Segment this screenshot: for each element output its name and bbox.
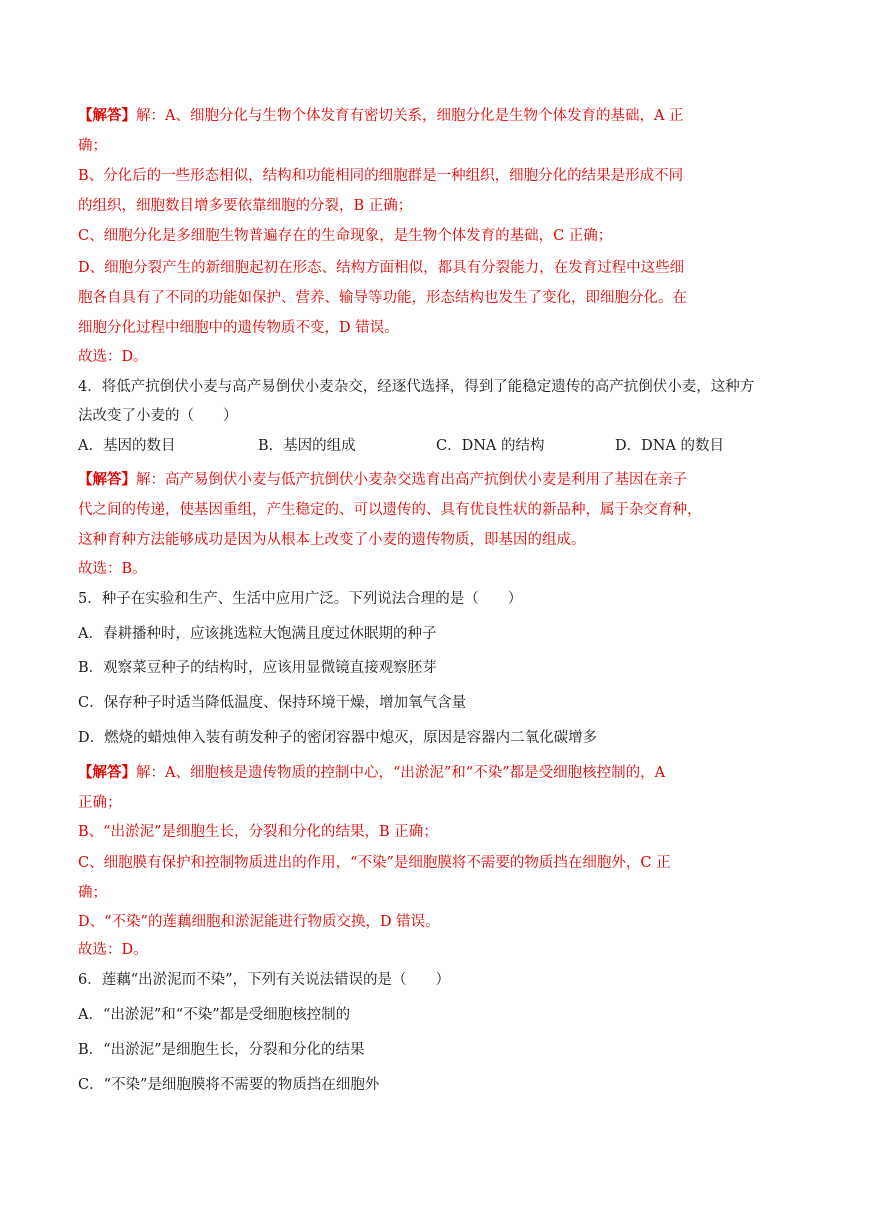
question-5-option-d: D．燃烧的蜡烛伸入装有萌发种子的密闭容器中熄灭，原因是容器内二氧化碳增多 (78, 730, 598, 746)
question-6-option-b: B．“出淤泥”是细胞生长，分裂和分化的结果 (78, 1042, 365, 1058)
option-b: B．基因的组成 (258, 438, 356, 454)
answer-4-line: 代之间的传递，使基因重组，产生稳定的、可以遗传的、具有优良性状的新品种，属于杂交育种， (78, 502, 702, 518)
answer-5-choice: 故选：D。 (78, 942, 148, 958)
answer-3-line: 确； (78, 138, 107, 154)
answer-3-line: 胞各自具有了不同的功能如保护、营养、输导等功能，形态结构也发生了变化，即细胞分化。在 (78, 290, 687, 306)
answer-5-line: 正确； (78, 795, 122, 811)
answer-3-line (78, 106, 684, 126)
question-6-option-a: A．“出淤泥”和“不染”都是受细胞核控制的 (78, 1007, 351, 1023)
answer-3-line: B、分化后的一些形态相似，结构和功能相同的细胞群是一种组织，细胞分化的结果是形成不同 (78, 168, 684, 184)
answer-5-line: 确； (78, 885, 107, 901)
answer-5-line: D、“不染”的莲藕细胞和淤泥能进行物质交换，D 错误。 (78, 914, 440, 930)
answer-3-line: 的组织，细胞数目增多要依靠细胞的分裂，B 正确； (78, 198, 413, 214)
answer-3-line: 细胞分化过程中细胞中的遗传物质不变，D 错误。 (78, 320, 399, 336)
answer-5-line (78, 763, 665, 783)
question-5-option-c: C．保存种子时适当降低温度、保持环境干燥，增加氧气含量 (78, 695, 467, 711)
answer-4-line (78, 470, 687, 490)
option-a: A．基因的数目 (78, 438, 176, 454)
answer-text: 解：A、细胞核是遗传物质的控制中心，“出淤泥”和“不染”都是受细胞核控制的，A (136, 765, 666, 781)
answer-text: 解：高产易倒伏小麦与低产抗倒伏小麦杂交选育出高产抗倒伏小麦是利用了基因在亲子 (136, 472, 687, 488)
answer-5-line: C、细胞膜有保护和控制物质进出的作用，“不染”是细胞膜将不需要的物质挡在细胞外，C 正 (78, 855, 671, 871)
answer-text: 解：A、细胞分化与生物个体发育有密切关系，细胞分化是生物个体发育的基础，A 正 (136, 108, 684, 124)
question-6-stem: 6．莲藕“出淤泥而不染”，下列有关说法错误的是（ ） (78, 972, 451, 988)
answer-4-choice: 故选：B。 (78, 561, 147, 577)
question-4-stem: 4．将低产抗倒伏小麦与高产易倒伏小麦杂交，经逐代选择，得到了能稳定遗传的高产抗倒伏小麦，这种方 (78, 379, 755, 395)
option-c: C．DNA 的结构 (436, 438, 545, 454)
question-4-options (78, 436, 798, 456)
answer-tag: 【解答】 (78, 764, 136, 781)
answer-3-choice: 故选：D。 (78, 349, 148, 365)
option-d: D．DNA 的数目 (615, 438, 725, 454)
answer-3-line: C、细胞分化是多细胞生物普遍存在的生命现象，是生物个体发育的基础，C 正确； (78, 228, 613, 244)
question-5-option-a: A．春耕播种时，应该挑选粒大饱满且度过休眠期的种子 (78, 626, 437, 642)
answer-4-line: 这种育种方法能够成功是因为从根本上改变了小麦的遗传物质，即基因的组成。 (78, 532, 586, 548)
question-6-option-c: C．“不染”是细胞膜将不需要的物质挡在细胞外 (78, 1077, 380, 1093)
answer-tag: 【解答】 (78, 107, 136, 124)
answer-tag: 【解答】 (78, 471, 136, 488)
question-5-stem: 5．种子在实验和生产、生活中应用广泛。下列说法合理的是（ ） (78, 591, 523, 607)
answer-3-line: D、细胞分裂产生的新细胞起初在形态、结构方面相似，都具有分裂能力，在发育过程中这些细 (78, 260, 685, 276)
answer-5-line: B、“出淤泥”是细胞生长，分裂和分化的结果，B 正确； (78, 824, 438, 840)
question-4-stem: 法改变了小麦的（ ） (78, 408, 238, 424)
question-5-option-b: B．观察菜豆种子的结构时，应该用显微镜直接观察胚芽 (78, 660, 437, 676)
